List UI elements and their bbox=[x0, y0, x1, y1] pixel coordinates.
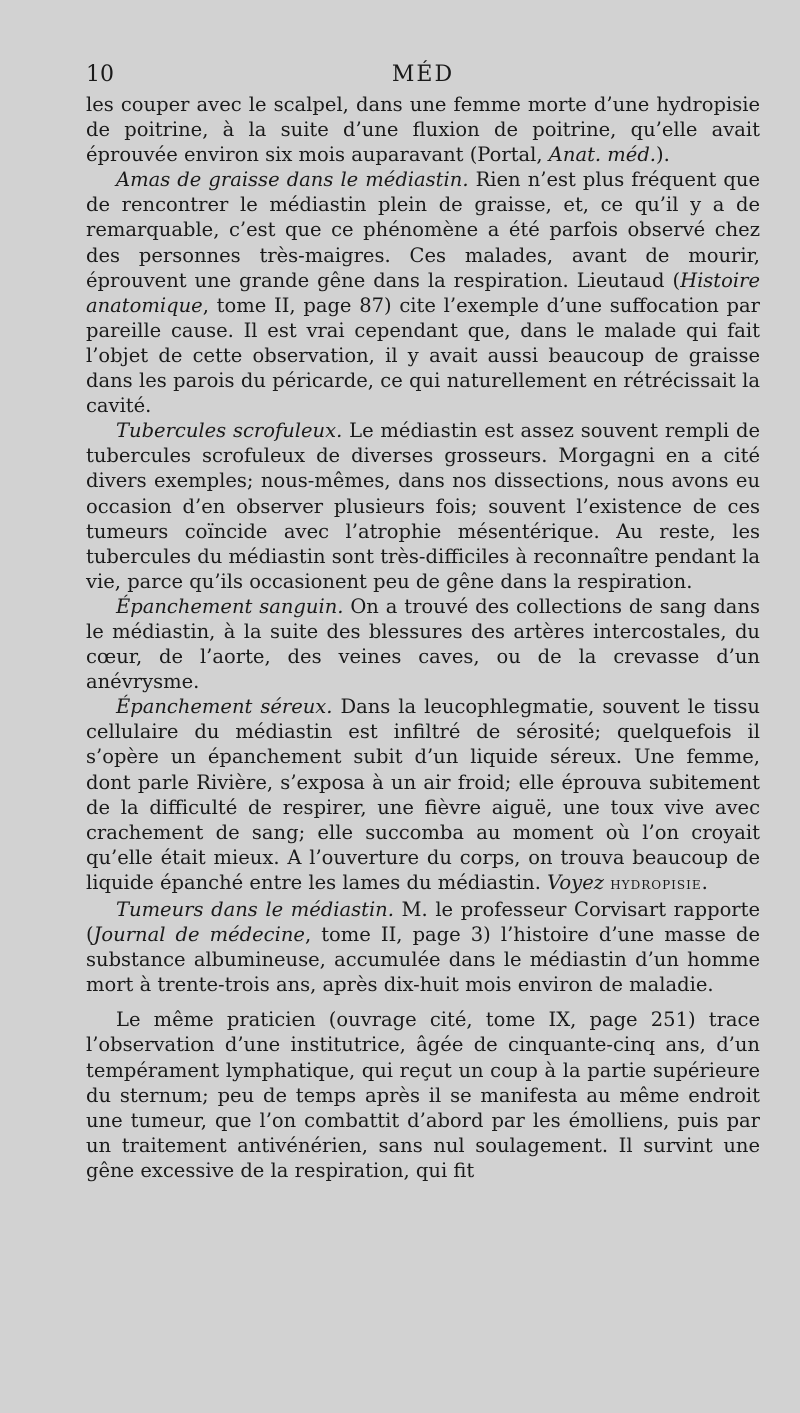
cross-reference-term: hydropisie bbox=[610, 873, 702, 894]
page-header bbox=[86, 58, 760, 92]
paragraph-text: Le même praticien (ouvrage cité, tome IX, page 251) trace l’observation d’une institutrice, âgée de cinquante-cinq ans, d’un tempérament lymphatique, qui reçut un coup à la partie supérieure du sternum; peu de temps après il se manifesta au même endroit une tumeur, que l’on combattit d’abord par les émolliens, puis par un traitement antivénérien, sans nul soulagement. Il survint une gêne excessive de la respiration, qui fit bbox=[86, 1008, 760, 1182]
paragraph-epanchement-sanguin bbox=[86, 594, 760, 694]
paragraph-text: On a trouvé des collections de sang dans le médiastin, à la suite des blessures des artères intercostales, du cœur, de l’aorte, des veines caves, ou de la crevasse d’un anévrysme. bbox=[86, 594, 760, 694]
paragraph-text-end: ). bbox=[656, 143, 670, 167]
citation-italic: Histoire anatomique bbox=[86, 268, 760, 317]
citation-italic: Anat. méd. bbox=[548, 143, 657, 167]
body-text bbox=[86, 92, 760, 1183]
paragraph-text-end: . bbox=[701, 870, 708, 894]
paragraph-text: les couper avec le scalpel, dans une femme morte d’une hydropisie de poitrine, à la suite d’une fluxion de poitrine, qu’elle avait éprouvée environ six mois auparavant (Portal, bbox=[86, 93, 760, 167]
section-lead: Tumeurs dans le médiastin. bbox=[116, 898, 394, 921]
page-number: 10 bbox=[86, 62, 114, 87]
section-lead: Épanchement sanguin. bbox=[116, 594, 344, 618]
paragraph-text-end: , tome II, page 3) l’histoire d’une masse de substance albumineuse, accumulée dans le médiastin d’un homme mort à trente-trois ans, après dix-huit mois environ de maladie. bbox=[86, 923, 761, 997]
paragraph-tubercules bbox=[86, 418, 760, 594]
section-lead: Tubercules scrofuleux. bbox=[116, 419, 343, 443]
paragraph-tumeurs bbox=[86, 897, 760, 997]
running-head: MÉD bbox=[391, 62, 455, 87]
paragraph-amas-de-graisse bbox=[86, 167, 760, 418]
citation-italic: Journal de médecine bbox=[93, 923, 305, 947]
paragraph-text: Le médiastin est assez souvent rempli de tubercules scrofuleux de diverses grosseurs. Morgagni en a cité divers exemples; nous-mêmes, dans nos dissections, nous avons eu occasion d’en observer plusieurs fois; souvent l’existence de ces tumeurs coïncide avec l’atrophie mésentérique. Au reste, les tubercules du médiastin sont très-difficiles à reconnaître pendant la vie, parce qu’ils occasionent peu de gêne dans la respiration. bbox=[86, 419, 760, 593]
paragraph-text: Dans la leucophlegmatie, souvent le tissu cellulaire du médiastin est infiltré de sérosité; quelquefois il s’opère un épanchement subit d’un liquide séreux. Une femme, dont parle Rivière, s’exposa à un air froid; elle éprouva subitement de la difficulté de respirer, une fièvre aiguë, une toux vive avec crachement de sang; elle succomba au moment où l’on croyait qu’elle était mieux. A l’ouverture du corps, on trouva beaucoup de liquide épanché entre les lames du médiastin. bbox=[86, 695, 760, 894]
paragraph-text: M. le professeur Corvisart rapporte ( bbox=[86, 898, 761, 947]
paragraph-text: Rien n’est plus fréquent que de rencontrer le médiastin plein de graisse, et, ce qu’il y a de remarquable, c’est que ce phénomène a été parfois observé chez des personnes très-maigres. Ces malades, avant de mourir, éprouvent une grande gêne dans la respiration. Lieutaud ( bbox=[86, 168, 760, 292]
paragraph-epanchement-sereux bbox=[86, 694, 760, 897]
cross-reference-voyez: Voyez bbox=[547, 870, 605, 894]
paragraph-continuation bbox=[86, 92, 760, 167]
section-lead: Amas de graisse dans le médiastin. bbox=[116, 168, 469, 192]
section-lead: Épanchement séreux. bbox=[116, 695, 333, 719]
paragraph-text-end: , tome II, page 87) cite l’exemple d’une suffocation par pareille cause. Il est vrai cependant que, dans le malade qui fait l’objet de cette observation, il y avait aussi beaucoup de graisse dans les parois du péricarde, ce qui naturellement en rétrécissait la cavité. bbox=[86, 293, 760, 418]
paragraph-meme-praticien bbox=[86, 1007, 760, 1183]
